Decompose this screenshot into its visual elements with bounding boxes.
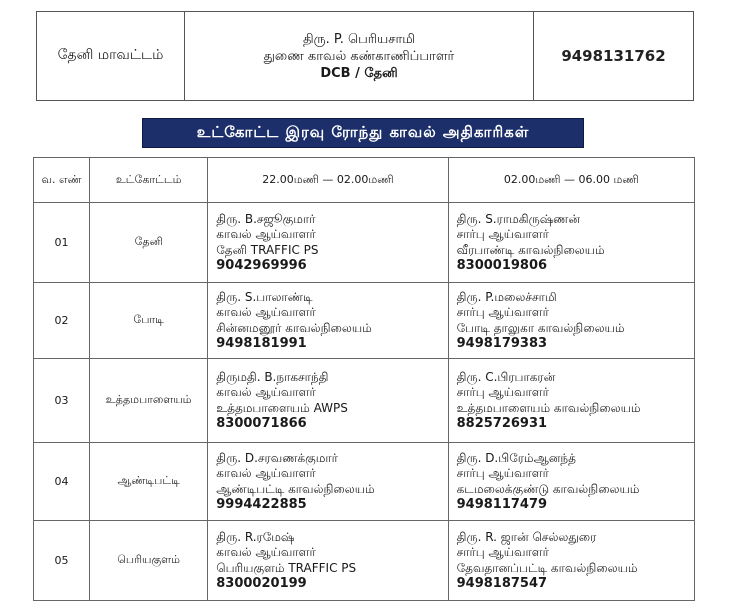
officer-role: காவல் ஆய்வாளர் bbox=[216, 385, 316, 399]
officer-station: உத்தமபாளையம் AWPS bbox=[216, 400, 348, 415]
officer-phone: 9498187547 bbox=[456, 576, 548, 591]
officer-station: சின்னமனூர் காவல்நிலையம் bbox=[216, 320, 372, 335]
table-row bbox=[34, 283, 695, 359]
morning-officer bbox=[448, 443, 694, 521]
row-sn: 03 bbox=[34, 359, 90, 443]
header-morning-shift: 02.00மணி — 06.00 மணி bbox=[448, 158, 694, 203]
officer-designation: துணை காவல் கண்காணிப்பாளர் bbox=[263, 48, 455, 64]
officer-name: திரு. S.பாலாண்டி bbox=[216, 289, 313, 304]
row-subdivision: தேனி bbox=[90, 203, 208, 283]
header-subdivision: உட்கோட்டம் bbox=[90, 158, 208, 203]
officer-role: காவல் ஆய்வாளர் bbox=[216, 466, 316, 480]
night-officer bbox=[208, 359, 448, 443]
officer-name: திரு. S.ராமகிருஷ்ணன் bbox=[456, 211, 581, 226]
officer-role: காவல் ஆய்வாளர் bbox=[216, 545, 316, 559]
officer-name: திரு. C.பிரபாகரன் bbox=[456, 369, 556, 384]
officer-name: திரு. D.பிரேம்ஆனந்த் bbox=[456, 450, 576, 465]
officer-role: காவல் ஆய்வாளர் bbox=[216, 305, 316, 319]
patrol-officers-table bbox=[33, 157, 695, 601]
officer-phone: 8300020199 bbox=[216, 576, 307, 591]
officer-role: சார்பு ஆய்வாளர் bbox=[456, 305, 549, 319]
officer-phone: 8300071866 bbox=[216, 416, 307, 431]
row-subdivision: பெரியகுளம் bbox=[90, 521, 208, 601]
table-row bbox=[34, 203, 695, 283]
officer-name: திரு. P.மலைச்சாமி bbox=[456, 289, 557, 304]
officer-station: வீரபாண்டி காவல்நிலையம் bbox=[456, 242, 605, 257]
officer-station: தேனி TRAFFIC PS bbox=[216, 242, 319, 257]
officer-station: தேவதானப்பட்டி காவல்நிலையம் bbox=[456, 560, 638, 575]
officer-station: போடி தாலுகா காவல்நிலையம் bbox=[456, 320, 625, 335]
officer-cell bbox=[185, 12, 534, 101]
row-sn: 04 bbox=[34, 443, 90, 521]
officer-role: காவல் ஆய்வாளர் bbox=[216, 227, 316, 241]
header-sn: வ. எண் bbox=[34, 158, 90, 203]
morning-officer bbox=[448, 359, 694, 443]
officer-name: திரு. D.சரவணக்குமார் bbox=[216, 450, 338, 465]
table-header-row bbox=[34, 158, 695, 203]
officer-name: திரு. R. ஜான் செல்லதுரை bbox=[456, 529, 597, 544]
row-subdivision: உத்தமபாளையம் bbox=[90, 359, 208, 443]
morning-officer bbox=[448, 283, 694, 359]
row-sn: 01 bbox=[34, 203, 90, 283]
district-officer-table bbox=[36, 11, 694, 101]
officer-phone: 9498179383 bbox=[456, 336, 548, 351]
officer-station: ஆண்டிபட்டி காவல்நிலையம் bbox=[216, 481, 375, 496]
night-officer bbox=[208, 443, 448, 521]
officer-phone: 9042969996 bbox=[216, 258, 307, 273]
officer-phone: 9994422885 bbox=[216, 497, 307, 512]
officer-name: திருமதி. B.நாகசாந்தி bbox=[216, 369, 329, 384]
officer-phone: 8300019806 bbox=[456, 258, 548, 273]
officer-name: திரு. B.சஜூகுமார் bbox=[216, 211, 316, 226]
officer-station: பெரியகுளம் TRAFFIC PS bbox=[216, 560, 357, 575]
table-row bbox=[34, 521, 695, 601]
officer-phone: 9498131762 bbox=[534, 12, 694, 101]
officer-station: உத்தமபாளையம் காவல்நிலையம் bbox=[456, 400, 641, 415]
officer-name: திரு. R.ரமேஷ் bbox=[216, 529, 295, 544]
row-subdivision: ஆண்டிபட்டி bbox=[90, 443, 208, 521]
officer-unit: DCB / தேனி bbox=[320, 65, 398, 81]
officer-role: சார்பு ஆய்வாளர் bbox=[456, 385, 549, 399]
district-cell: தேனி மாவட்டம் bbox=[37, 12, 185, 101]
officer-phone: 8825726931 bbox=[456, 416, 548, 431]
officer-phone: 9498181991 bbox=[216, 336, 307, 351]
table-row bbox=[34, 443, 695, 521]
officer-role: சார்பு ஆய்வாளர் bbox=[456, 466, 549, 480]
morning-officer bbox=[448, 521, 694, 601]
banner-title: உட்கோட்ட இரவு ரோந்து காவல் அதிகாரிகள் bbox=[142, 118, 584, 148]
row-subdivision: போடி bbox=[90, 283, 208, 359]
row-sn: 02 bbox=[34, 283, 90, 359]
night-officer bbox=[208, 521, 448, 601]
night-officer bbox=[208, 203, 448, 283]
officer-phone: 9498117479 bbox=[456, 497, 548, 512]
table-row bbox=[34, 359, 695, 443]
header-night-shift: 22.00மணி — 02.00மணி bbox=[208, 158, 448, 203]
morning-officer bbox=[448, 203, 694, 283]
officer-role: சார்பு ஆய்வாளர் bbox=[456, 545, 549, 559]
night-officer bbox=[208, 283, 448, 359]
officer-role: சார்பு ஆய்வாளர் bbox=[456, 227, 549, 241]
row-sn: 05 bbox=[34, 521, 90, 601]
officer-station: கடமலைக்குண்டு காவல்நிலையம் bbox=[456, 481, 640, 496]
officer-name: திரு. P. பெரியசாமி bbox=[302, 31, 416, 47]
